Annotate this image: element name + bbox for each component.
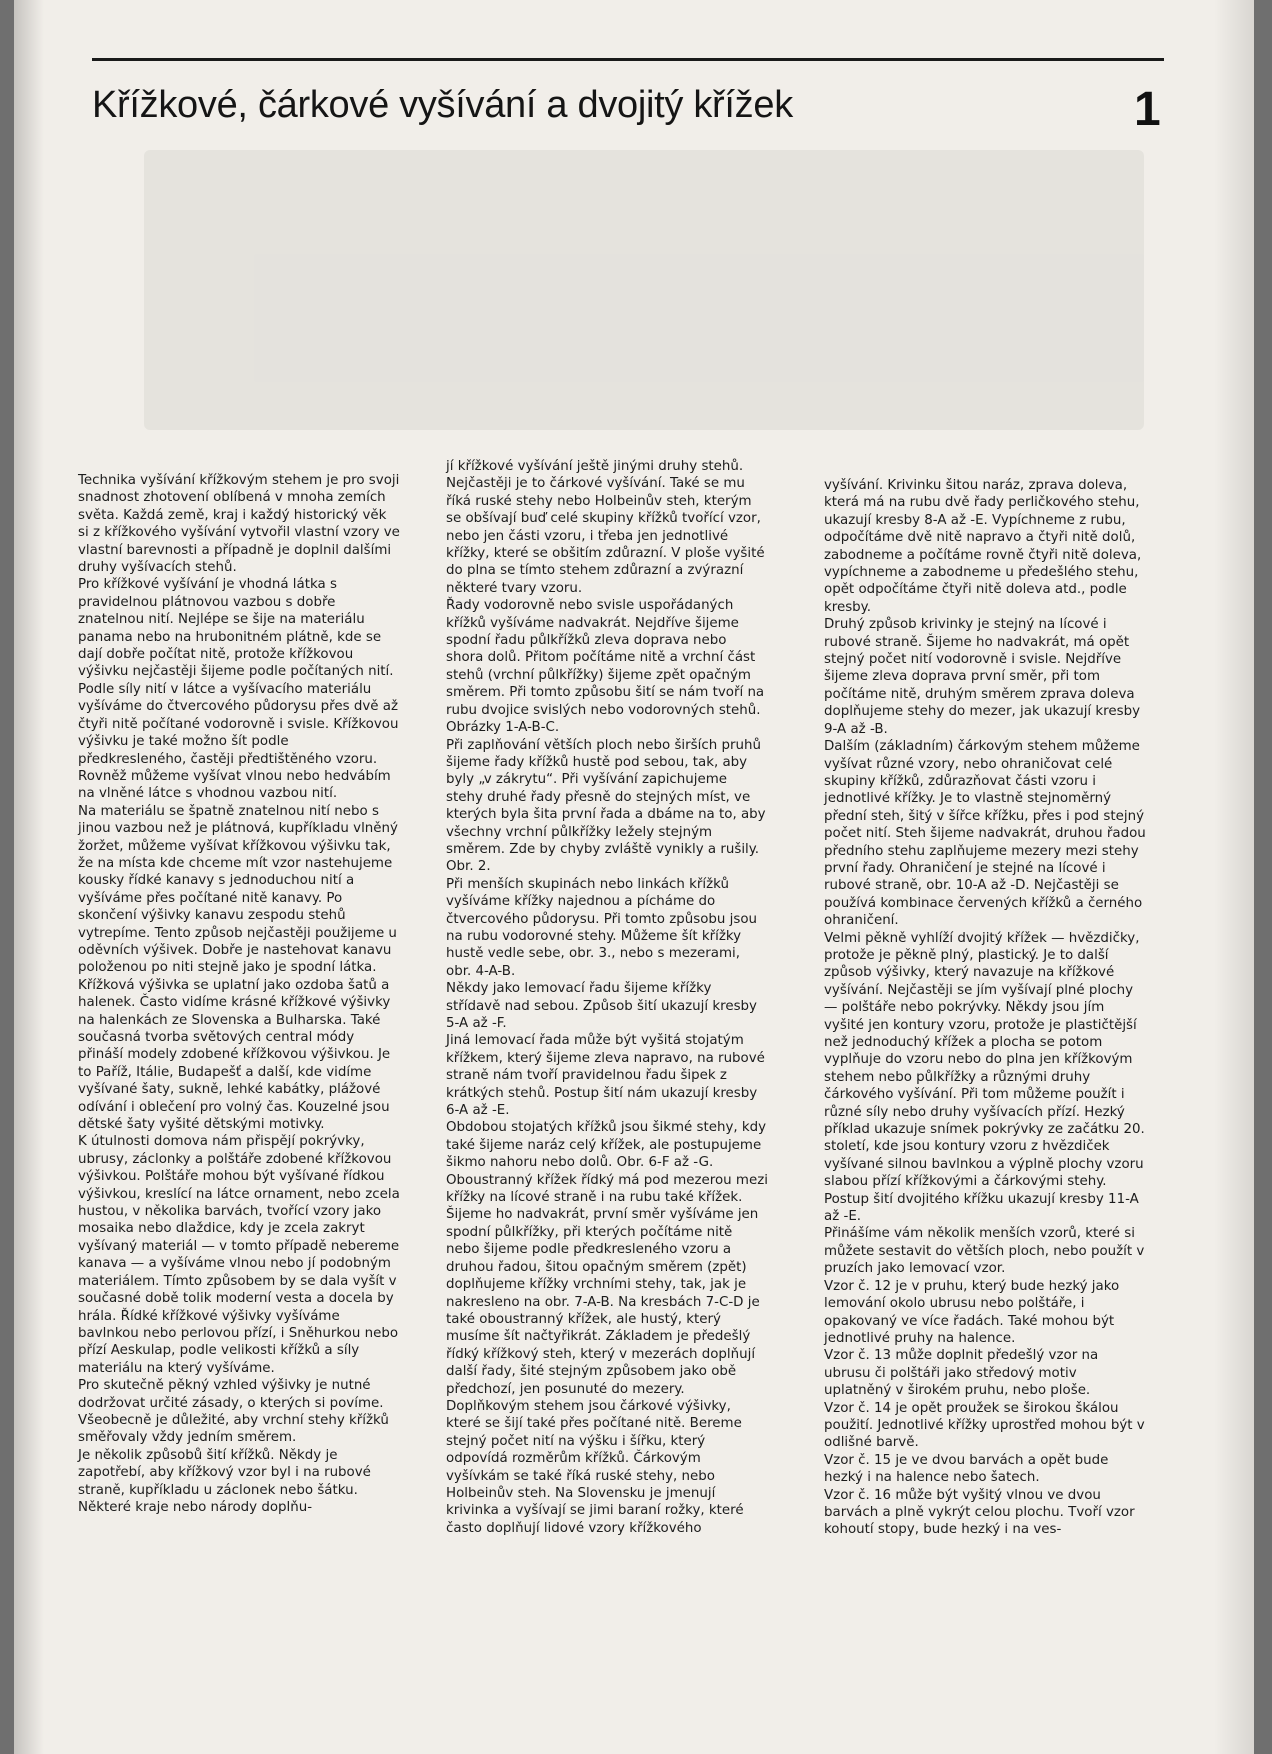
paragraph: Někdy jako lemovací řadu šijeme křížky střídavě nad sebou. Způsob šití ukazují kresby 5-A až -F. (446, 981, 757, 1031)
paragraph: Při zaplňování větších ploch nebo širších pruhů šijeme řady křížků hustě pod sebou, tak, aby byly „v zákrytu“. Při vyšívání zapichujeme stehy druhé řady přesně do stejných míst, ve kterých byla šita první řada a dbáme na to, aby všechny vrchní půlkřížky ležely stejným směrem. Zde by chyby zvláště vynikly a rušily. Obr. 2. (446, 737, 766, 875)
paragraph: jí křížkové vyšívání ještě jinými druhy stehů. Nejčastěji je to čárkové vyšívání. Také se mu říká ruské stehy nebo Holbeinův steh, kterým se obšívají buď celé skupiny křížků tvořící vzor, nebo jen části vzoru, i třeba jen jednotlivé křížky, které se obšitím zdůrazní. V ploše vyšité do plna se tímto stehem zdůrazní a zvýrazní některé tvary vzoru. (446, 459, 765, 596)
paragraph: Velmi pěkně vyhlíží dvojitý křížek — hvězdičky, protože je pěkně plný, plastický. Je to další způsob výšivky, který navazuje na křížkové vyšívání. Nejčastěji se jím vyšívají plné plochy — polštáře nebo pokrývky. Někdy jsou jím vyšité jen konturу vzoru, protože je plastičtější než jednoduchý křížek a plocha se potom vyplňuje do vzoru nebo do plna jen křížkovým stehem nebo půlkřížky a různými druhy čárkového vyšívání. Při tom můžeme použít i různé síly nebo druhy vyšívacích přízí. Hezký příklad ukazuje snímek pokrývky ze začátku 20. století, kde jsou kontury vzoru z hvězdiček vyšívané silnou bavlnkou a výplně plochy vzoru slabou přízí křížkovými a čárkovými stehy. Postup šití dvojitého křížku ukazují kresby 11-A až -E. (824, 930, 1145, 1225)
paragraph: Vzor č. 12 je v pruhu, který bude hezký jako lemování okolo ubrusu nebo polštáře, i opakovaný ve více řadách. Také mohou být jednotlivé pruhy na halence. (824, 1278, 1120, 1346)
paragraph: Doplňkovým stehem jsou čárkové výšivky, které se šijí také přes počítané nitě. Bereme stejný počet nití na výšku i šířku, který odpovídá rozměrům křížků. Čárkovým vyšívkám se také říká ruské stehy, nebo Holbeinův steh. Na Slovensku je jmenují krivinka a vyšívají se jimi baraní rožky, které často doplňují lidové vzory křížkového (446, 1398, 744, 1536)
text-column-3 (824, 477, 1146, 1539)
paragraph: Vzor č. 16 může být vyšitý vlnou ve dvou barvách a plně vykrýt celou plochu. Tvoří vzor kohoutí stopy, bude hezký i na ves- (824, 1487, 1135, 1538)
page-sheet (14, 0, 1254, 1754)
top-rule (92, 58, 1164, 61)
paragraph: Vzor č. 13 může doplnit předešlý vzor na ubrusu či polštáři jako středový motiv uplatněný v širokém pruhu, nebo ploše. (824, 1348, 1099, 1399)
paragraph: K útulnosti domova nám přispějí pokrývky, ubrusy, záclonky a polštáře zdobené křížkovou výšivkou. Polštáře mohou být vyšívané řídkou výšivkou, kreslící na látce ornament, nebo zcela hustou, v několika barvách, tvořící vzory jako mosaika nebo dlaždice, kdy je zcela zakryt vyšívaný materiál — v tomto případě nebereme kanava — a vyšíváme vlnou nebo jí podobným materiálem. Tímto způsobem by se dala vyšít v současné době tolik moderní vesta a docela by hrála. Řídké křížkové výšivky vyšíváme bavlnkou nebo perlovou přízí, i Sněhurkou nebo přízí Aeskulap, podle velikosti křížků a síly materiálu na který vyšíváme. (78, 1134, 400, 1376)
page-number: 1 (1134, 83, 1161, 136)
paragraph: Na materiálu se špatně znatelnou nití nebo s jinou vazbou než je plátnová, kupříkladu vlněný žoržet, můžeme vyšívat křížkovou výšivku tak, že na místa kde chceme mít vzor nastehujeme kousky řídké kanavy s jednoduchou nití a vyšíváme přes počítané nitě kanavy. Po skončení výšivky kanavu zespodu stehů vytrepíme. Tento způsob nejčastěji použijeme u oděvních výšivek. Dobře je nastehovat kanavu položenou po niti stejně jako je spodní látka. (78, 803, 398, 976)
paragraph: Technika vyšívání křížkovým stehem je pro svoji snadnost zhotovení oblíbená v mnoha zemích světa. Každá země, kraj i každý historický věk si z křížkového vyšívání vytvořil vlastní vzory ve vlastní barevnosti a případně je doplnil dalšími druhy vyšívacích stehů. (78, 473, 400, 576)
paragraph: Řady vodorovně nebo svisle uspořádaných křížků vyšíváme nadvakrát. Nejdříve šijeme spodní řadu půlkřížků zleva doprava nebo shora dolů. Přitom počítáme nitě a vrchní část stehů (vrchní půlkřížky) šijeme zpět opačným směrem. Při tomto způsobu šití se nám tvoří na rubu dvojice svislých nebo vodorovných stehů. Obrázky 1-A-B-C. (446, 598, 765, 736)
paragraph: Jiná lemovací řada může být vyšitá stojatým křížkem, který šijeme zleva napravo, na rubové straně nám tvoří pravidelnou řadu šipek z krátkých stehů. Postup šití nám ukazují kresby 6-A až -E. (446, 1033, 765, 1119)
paragraph: Křížková výšivka se uplatní jako ozdoba šatů a halenek. Často vidíme krásné křížkové výšivky na halenkách ze Slovenska a Bulharska. Také současná tvorba světových central módy přináší modely zdobené křížkovou výšivkou. Je to Paříž, Itálie, Budapešť a další, kde vidíme vyšívané šaty, sukně, lehké kabátky, plážové odívání i oblečení pro volný čas. Kouzelné jsou dětské šaty vyšité dětskými motivky. (78, 977, 391, 1133)
paragraph: Vzor č. 14 je opět proužek se širokou škálou použití. Jednotlivé křížky uprostřed mohou být v odlišné barvě. (824, 1400, 1145, 1451)
paragraph: Je několik způsobů šití křížků. Někdy je zapotřebí, aby křížkový vzor byl i na rubové straně, kupříkladu u záclonek nebo šátku. Některé kraje nebo národy doplňu- (78, 1447, 371, 1515)
paragraph: vyšívání. Krivinku šitou naráz, zprava doleva, která má na rubu dvě řady perličkového stehu, ukazují kresby 8-A až -E. Vypíchneme z rubu, odpočítáme dvě nitě napravo a čtyři nitě dolů, zabodneme a počítáme rovně čtyři nitě doleva, vypíchneme a zabodneme u předešlého stehu, opět odpočítáme čtyři nitě doleva atd., podle kresby. (824, 478, 1142, 615)
paragraph: Pro křížkové vyšívání je vhodná látka s pravidelnou plátnovou vazbou s dobře znatelnou nití. Nejlépe se šije na materiálu panama nebo na hrubonitném plátně, kde se dají dobře počítat nitě, protože křížkovou výšivku nejčastěji šijeme podle počítaných nití. Podle síly nití v látce a vyšívacího materiálu vyšíváme do čtvercového půdorysu přes dvě až čtyři nitě počítané vodorovně i svisle. Křížkovou výšivku je také možno šít podle předkresleného, častěji předtištěného vzoru. Rovněž můžeme vyšívat vlnou nebo hedvábím na vlněné látce s vhodnou vazbou nití. (78, 577, 399, 802)
paragraph: Dalším (základním) čárkovým stehem můžeme vyšívat různé vzory, nebo ohraničovat celé skupiny křížků, zdůrazňovat části vzoru i jednotlivé křížky. Je to vlastně stejnoměrný přední steh, šitý v šířce křížku, přes i pod stejný počet nití. Steh šijeme nadvakrát, druhou řadou předního stehu zaplňujeme mezery mezi stehy první řady. Ohraničení je stejné na lícové i rubové straně, obr. 10-A až -D. Nejčastěji se používá kombinace červených křížků a černého ohraničení. (824, 739, 1146, 929)
paragraph: Při menších skupinách nebo linkách křížků vyšíváme křížky najednou a pícháme do čtvercového půdorysu. Při tomto způsobu jsou na rubu vodorovné stehy. Můžeme šít křížky hustě vedle sebe, obr. 3., nebo s mezerami, obr. 4-A-B. (446, 876, 758, 979)
page-title: Křížkové, čárkové vyšívání a dvojitý křížek (92, 84, 793, 126)
paragraph: Obdobou stojatých křížků jsou šikmé stehy, kdy také šijeme naráz celý křížek, ale postupujeme šikmo nahoru nebo dolů. Obr. 6-F až -G. (446, 1120, 767, 1171)
text-column-2 (446, 458, 768, 1537)
paragraph: Oboustranný křížek řídký má pod mezerou mezi křížky na lícové straně i na rubu také křížek. Šijeme ho nadvakrát, první směr vyšíváme jen spodní půlkřížky, při kterých počítáme nitě nebo šijeme podle předkresleného vzoru a druhou řadou, šitou opačným směrem (zpět) doplňujeme křížky vrchními stehy, tak, jak je nakresleno na obr. 7-A-B. Na kresbách 7-C-D je také oboustranný křížek, ale hustý, který musíme šít načtyřikrát. Základem je předešlý řídký křížkový steh, který v mezerách doplňují další řady, šité stejným způsobem jako obě předchozí, jen posunuté do mezery. (446, 1172, 768, 1397)
paragraph: Vzor č. 15 je ve dvou barvách a opět bude hezký i na halence nebo šatech. (824, 1452, 1109, 1486)
paragraph: Druhý způsob krivinky je stejný na lícové i rubové straně. Šijeme ho nadvakrát, má opět stejný počet nití vodorovně i svisle. Nejdříve šijeme zleva doprava první směr, při tom počítáme nitě, druhým směrem zprava doleva doplňujeme stehy do mezer, jak ukazují kresby 9-A až -B. (824, 617, 1141, 737)
paragraph: Pro skutečně pěkný vzhled výšivky je nutné dodržovat určité zásady, o kterých si povíme. Všeobecně je důležité, aby vrchní stehy křížků směřovaly vždy jedním směrem. (78, 1378, 389, 1446)
text-column-1 (78, 472, 400, 1516)
show-through-area (144, 150, 1144, 430)
paragraph: Přinášíme vám několik menších vzorů, které si můžete sestavit do větších ploch, nebo použít v pruzích jako lemovací vzor. (824, 1226, 1145, 1277)
